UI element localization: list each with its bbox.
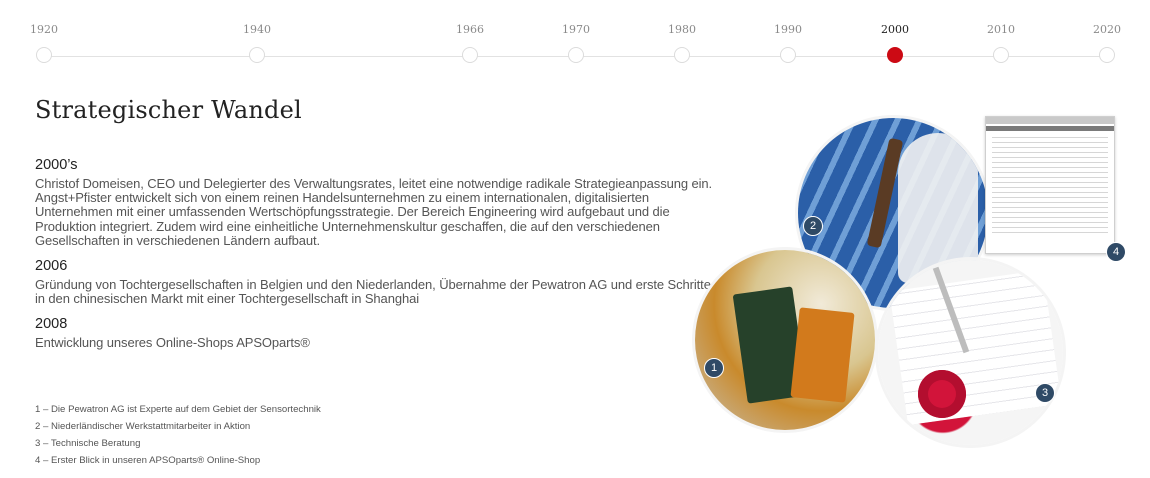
timeline-dot[interactable] xyxy=(674,47,690,63)
image-badge-2: 2 xyxy=(803,216,823,236)
timeline-item-1970[interactable] xyxy=(546,22,606,63)
timeline-item-1966[interactable] xyxy=(440,22,500,63)
red-seal-part xyxy=(918,370,966,418)
caption-3: 3 – Technische Beratung xyxy=(35,438,141,449)
timeline-year: 2020 xyxy=(1093,23,1121,36)
image-badge-4: 4 xyxy=(1106,242,1126,262)
timeline-dot[interactable] xyxy=(36,47,52,63)
caption-1: 1 – Die Pewatron AG ist Experte auf dem Gebiet der Sensortechnik xyxy=(35,404,321,415)
timeline-year: 1980 xyxy=(668,23,696,36)
timeline-year: 1940 xyxy=(243,23,271,36)
timeline-item-2000[interactable] xyxy=(865,22,925,63)
timeline-dot[interactable] xyxy=(568,47,584,63)
timeline-dot-active[interactable] xyxy=(887,47,903,63)
timeline-item-1980[interactable] xyxy=(652,22,712,63)
image-badge-1: 1 xyxy=(704,358,724,378)
screen-header xyxy=(986,117,1114,124)
section-heading: 2000’s xyxy=(35,157,78,173)
section-heading: 2006 xyxy=(35,258,68,275)
screen-nav xyxy=(986,126,1114,131)
screen-table xyxy=(992,137,1108,237)
section-body: Entwicklung unseres Online-Shops APSOparts® xyxy=(35,335,310,351)
timeline-year: 1966 xyxy=(456,23,484,36)
timeline-item-1940[interactable] xyxy=(227,22,287,63)
timeline-year: 1920 xyxy=(30,23,58,36)
section-heading: 2008 xyxy=(35,316,68,333)
page-title: Strategischer Wandel xyxy=(35,96,302,124)
timeline-dot[interactable] xyxy=(249,47,265,63)
photo-technical-consulting xyxy=(878,260,1063,445)
section-2006 xyxy=(35,258,715,306)
timeline-item-1920[interactable] xyxy=(14,22,74,63)
timeline-year: 1970 xyxy=(562,23,590,36)
timeline-item-2010[interactable] xyxy=(971,22,1031,63)
timeline-year: 2010 xyxy=(987,23,1015,36)
technical-drawing xyxy=(889,270,1061,425)
timeline-item-1990[interactable] xyxy=(758,22,818,63)
section-2008 xyxy=(35,316,715,350)
timeline-dot[interactable] xyxy=(1099,47,1115,63)
section-2000s xyxy=(35,157,715,248)
timeline xyxy=(0,0,1150,80)
section-body: Christof Domeisen, CEO und Delegierter des Verwaltungsrates, leitet eine notwendige radikale Strategieanpassung ein. Angst+Pfister entwickelt sich von einem reinen Handelsunternehmen zu einem internationalen, digitalisierten Unternehmen mit einer umfassenden Wertschöpfungsstrategie. Der Bereich Engineering wird aufgebaut und die Produktion integriert. Zudem wird eine einheitliche Unternehmenskultur geschaffen, die auf den verschiedenen Gesellschaften in verschiedenen Ländern aufbaut. xyxy=(35,176,713,248)
timeline-dot[interactable] xyxy=(462,47,478,63)
image-collage xyxy=(690,110,1130,470)
section-body: Gründung von Tochtergesellschaften in Belgien und den Niederlanden, Übernahme der Pewatron AG und erste Schritte in den chinesischen Markt mit einer Tochtergesellschaft in Shanghai xyxy=(35,277,711,307)
timeline-dot[interactable] xyxy=(780,47,796,63)
history-sections xyxy=(35,157,715,361)
photo-sensor-electronics xyxy=(695,250,875,430)
timeline-year: 1990 xyxy=(774,23,802,36)
timeline-year: 2000 xyxy=(881,23,909,36)
image-badge-3: 3 xyxy=(1035,383,1055,403)
timeline-dot[interactable] xyxy=(993,47,1009,63)
photo-online-shop-screenshot xyxy=(985,116,1115,254)
image-captions xyxy=(35,401,435,469)
circuit-board xyxy=(790,307,854,402)
timeline-item-2020[interactable] xyxy=(1077,22,1137,63)
caption-2: 2 – Niederländischer Werkstattmitarbeiter in Aktion xyxy=(35,421,251,432)
caption-4: 4 – Erster Blick in unseren APSOparts® Online-Shop xyxy=(35,455,261,466)
